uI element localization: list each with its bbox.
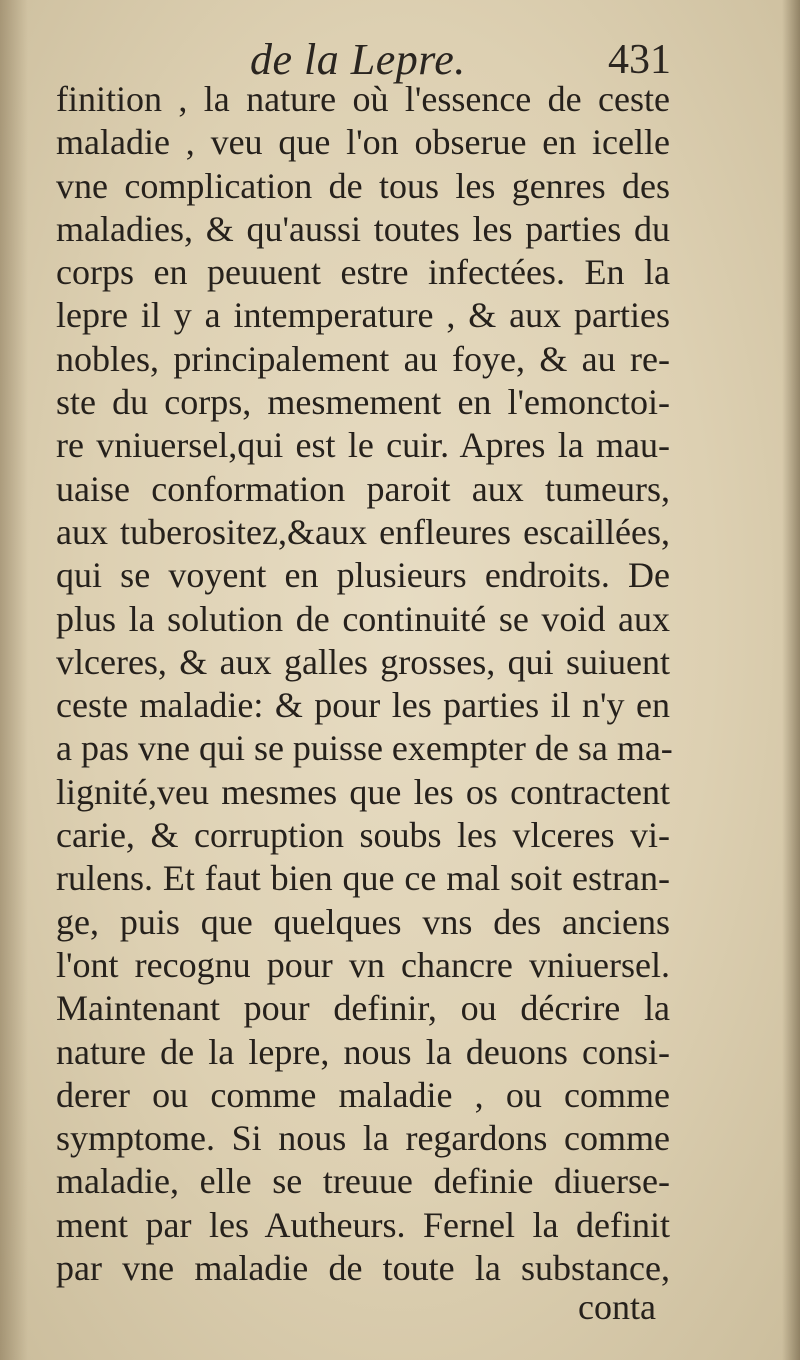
text-line: carie, & corruption soubs les vlceres vi- (56, 815, 670, 856)
text-line: par vne maladie de toute la substance, (56, 1248, 670, 1289)
text-line: ge, puis que quelques vns des anciens (56, 901, 670, 942)
body-text (56, 78, 673, 1290)
text-line: re vniuersel,qui est le cuir. Apres la mau- (56, 425, 670, 466)
text-line: lepre il y a intemperature , & aux parties (56, 295, 670, 336)
running-title: de la Lepre. (250, 35, 466, 84)
text-line: maladie, elle se treuue definie diuerse- (56, 1161, 670, 1202)
text-line: ceste maladie: & pour les parties il n'y en (56, 685, 670, 726)
text-line: ment par les Autheurs. Fernel la definit (56, 1204, 670, 1245)
text-line: a pas vne qui se puisse exempter de sa ma- (56, 728, 673, 769)
text-line: aux tuberositez,&aux enfleures escaillées, (56, 511, 670, 552)
text-line: nature de la lepre, nous la deuons consi- (56, 1031, 670, 1072)
text-line: l'ont recognu pour vn chancre vniuersel. (56, 944, 670, 985)
text-line: vlceres, & aux galles grosses, qui suiuent (56, 641, 670, 682)
text-line: Maintenant pour definir, ou décrire la (56, 988, 670, 1029)
text-line: lignité,veu mesmes que les os contractent (56, 771, 670, 812)
text-line: maladies, & qu'aussi toutes les parties du (56, 208, 670, 249)
text-line: vne complication de tous les genres des (56, 165, 670, 206)
text-line: derer ou comme maladie , ou comme (56, 1074, 670, 1115)
text-line: finition , la nature où l'essence de ceste (56, 79, 670, 119)
page-number: 431 (608, 37, 671, 83)
text-line: corps en peuuent estre infectées. En la (56, 252, 670, 293)
text-line: nobles, principalement au foye, & au re- (56, 338, 670, 379)
text-line: ste du corps, mesmement en l'emonctoi- (56, 382, 670, 423)
text-line: rulens. Et faut bien que ce mal soit estran- (56, 858, 670, 899)
text-line: symptome. Si nous la regardons comme (56, 1118, 670, 1159)
text-line: maladie , veu que l'on obserue en icelle (56, 122, 670, 163)
catchword: conta (578, 1287, 656, 1327)
text-line: plus la solution de continuité se void aux (56, 598, 670, 639)
text-line: qui se voyent en plusieurs endroits. De (56, 555, 670, 596)
text-line: uaise conformation paroit aux tumeurs, (56, 468, 670, 509)
